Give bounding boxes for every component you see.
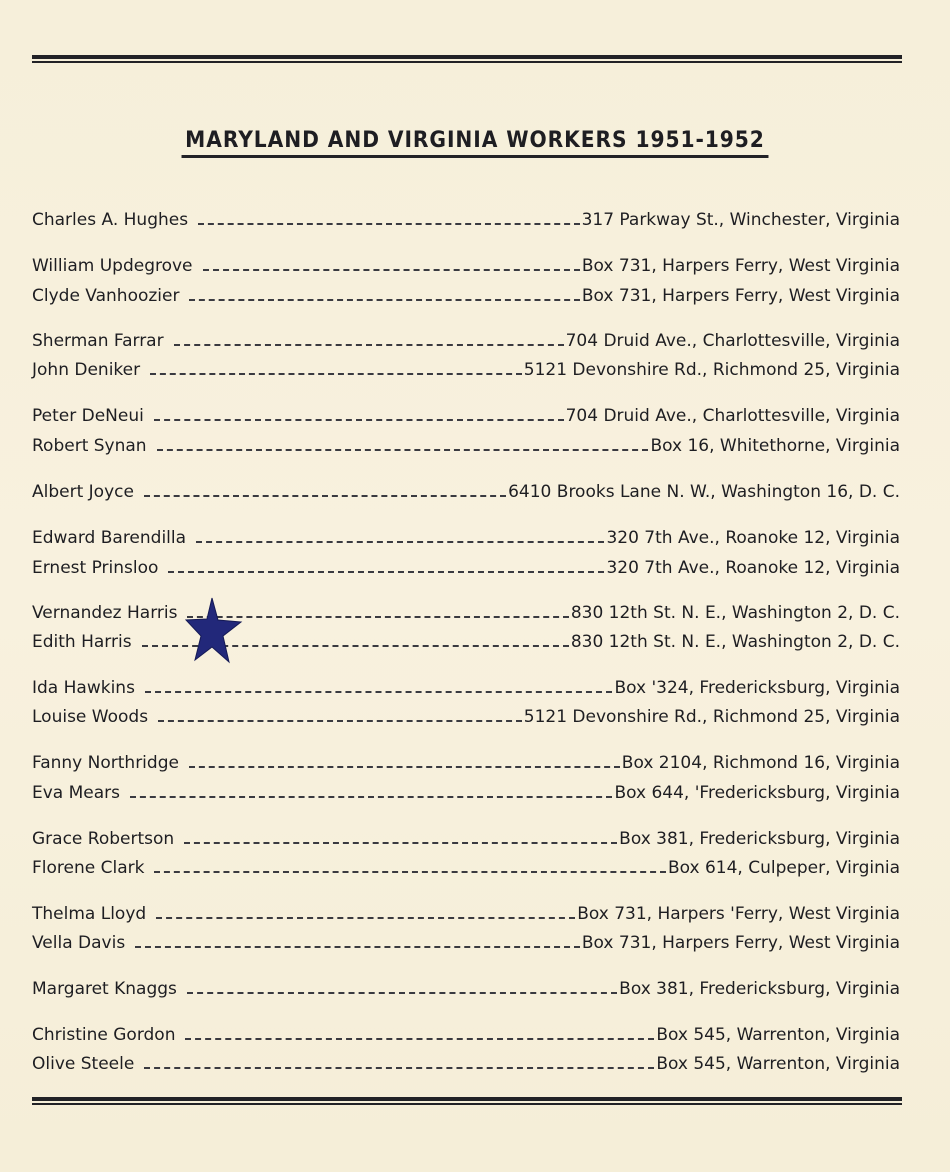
list-item xyxy=(32,525,900,549)
worker-name: Robert Synan xyxy=(32,436,147,456)
worker-address: Box '324, Fredericksburg, Virginia xyxy=(614,678,900,698)
worker-name: Vernandez Harris xyxy=(32,603,178,623)
worker-name: Fanny Northridge xyxy=(32,753,179,773)
leader-dots xyxy=(203,269,580,271)
list-item xyxy=(32,403,900,427)
list-item xyxy=(32,780,900,804)
bottom-rule xyxy=(32,1097,902,1105)
worker-address: 320 7th Ave., Roanoke 12, Virginia xyxy=(606,528,900,548)
top-rule xyxy=(32,55,902,63)
leader-dots xyxy=(184,842,617,844)
leader-dots xyxy=(168,571,604,573)
worker-address: 704 Druid Ave., Charlottesville, Virginia xyxy=(565,406,900,426)
worker-name: Albert Joyce xyxy=(32,482,134,502)
worker-name: Vella Davis xyxy=(32,933,126,953)
worker-address: Box 731, Harpers Ferry, West Virginia xyxy=(581,286,900,306)
leader-dots xyxy=(154,419,564,421)
worker-address: Box 2104, Richmond 16, Virginia xyxy=(621,753,900,773)
worker-address: Box 545, Warrenton, Virginia xyxy=(656,1025,900,1045)
list-item xyxy=(32,479,900,503)
leader-dots xyxy=(187,992,617,994)
leader-dots xyxy=(145,691,613,693)
worker-address: Box 381, Fredericksburg, Virginia xyxy=(619,829,900,849)
worker-address: 704 Druid Ave., Charlottesville, Virginia xyxy=(565,331,900,351)
leader-dots xyxy=(198,223,579,225)
worker-address: Box 731, Harpers 'Ferry, West Virginia xyxy=(577,904,900,924)
list-item xyxy=(32,855,900,879)
star-icon xyxy=(185,596,243,664)
worker-name: Eva Mears xyxy=(32,783,121,803)
worker-address: Box 731, Harpers Ferry, West Virginia xyxy=(581,256,900,276)
list-item xyxy=(32,826,900,850)
page-title xyxy=(38,128,912,158)
worker-name: Edith Harris xyxy=(32,632,132,652)
list-item xyxy=(32,207,900,231)
leader-dots xyxy=(150,373,522,375)
leader-dots xyxy=(154,871,666,873)
leader-dots xyxy=(189,766,620,768)
worker-name: Margaret Knaggs xyxy=(32,979,177,999)
worker-address: Box 16, Whitethorne, Virginia xyxy=(650,436,900,456)
list-item xyxy=(32,930,900,954)
list-item xyxy=(32,555,900,579)
leader-dots xyxy=(187,616,568,618)
worker-address: 320 7th Ave., Roanoke 12, Virginia xyxy=(606,558,900,578)
worker-name: Ernest Prinsloo xyxy=(32,558,159,578)
worker-address: Box 731, Harpers Ferry, West Virginia xyxy=(581,933,900,953)
worker-name: Sherman Farrar xyxy=(32,331,164,351)
worker-name: Charles A. Hughes xyxy=(32,210,189,230)
worker-name: Florene Clark xyxy=(32,858,145,878)
leader-dots xyxy=(156,917,575,919)
worker-address: Box 644, 'Fredericksburg, Virginia xyxy=(614,783,900,803)
leader-dots xyxy=(174,344,564,346)
list-item xyxy=(32,675,900,699)
leader-dots xyxy=(135,946,580,948)
leader-dots xyxy=(158,720,522,722)
worker-name: Louise Woods xyxy=(32,707,149,727)
worker-name: Edward Barendilla xyxy=(32,528,187,548)
list-item xyxy=(32,750,900,774)
leader-dots xyxy=(130,796,612,798)
worker-name: Ida Hawkins xyxy=(32,678,135,698)
leader-dots xyxy=(196,541,604,543)
worker-address: 830 12th St. N. E., Washington 2, D. C. xyxy=(570,603,900,623)
worker-name: Peter DeNeui xyxy=(32,406,144,426)
worker-name: William Updegrove xyxy=(32,256,193,276)
worker-name: Thelma Lloyd xyxy=(32,904,147,924)
worker-address: 317 Parkway St., Winchester, Virginia xyxy=(581,210,900,230)
list-item xyxy=(32,704,900,728)
worker-address: 5121 Devonshire Rd., Richmond 25, Virginia xyxy=(523,707,900,727)
worker-name: Olive Steele xyxy=(32,1054,135,1074)
list-item xyxy=(32,629,900,653)
worker-address: 830 12th St. N. E., Washington 2, D. C. xyxy=(570,632,900,652)
leader-dots xyxy=(157,449,649,451)
leader-dots xyxy=(144,495,506,497)
worker-name: John Deniker xyxy=(32,360,141,380)
list-item xyxy=(32,357,900,381)
worker-name: Christine Gordon xyxy=(32,1025,176,1045)
list-item xyxy=(32,1022,900,1046)
list-item xyxy=(32,253,900,277)
list-item xyxy=(32,976,900,1000)
worker-address: Box 545, Warrenton, Virginia xyxy=(656,1054,900,1074)
worker-address: Box 381, Fredericksburg, Virginia xyxy=(619,979,900,999)
leader-dots xyxy=(189,299,579,301)
list-item xyxy=(32,328,900,352)
list-item xyxy=(32,901,900,925)
worker-address: 6410 Brooks Lane N. W., Washington 16, D. C. xyxy=(508,482,900,502)
worker-address: 5121 Devonshire Rd., Richmond 25, Virginia xyxy=(523,360,900,380)
leader-dots xyxy=(144,1067,654,1069)
worker-name: Clyde Vanhoozier xyxy=(32,286,180,306)
worker-name: Grace Robertson xyxy=(32,829,175,849)
page-title-text: MARYLAND AND VIRGINIA WORKERS 1951-1952 xyxy=(182,128,769,158)
list-item xyxy=(32,283,900,307)
leader-dots xyxy=(185,1038,654,1040)
list-item xyxy=(32,1051,900,1075)
list-item xyxy=(32,433,900,457)
worker-address: Box 614, Culpeper, Virginia xyxy=(667,858,900,878)
list-item xyxy=(32,600,900,624)
